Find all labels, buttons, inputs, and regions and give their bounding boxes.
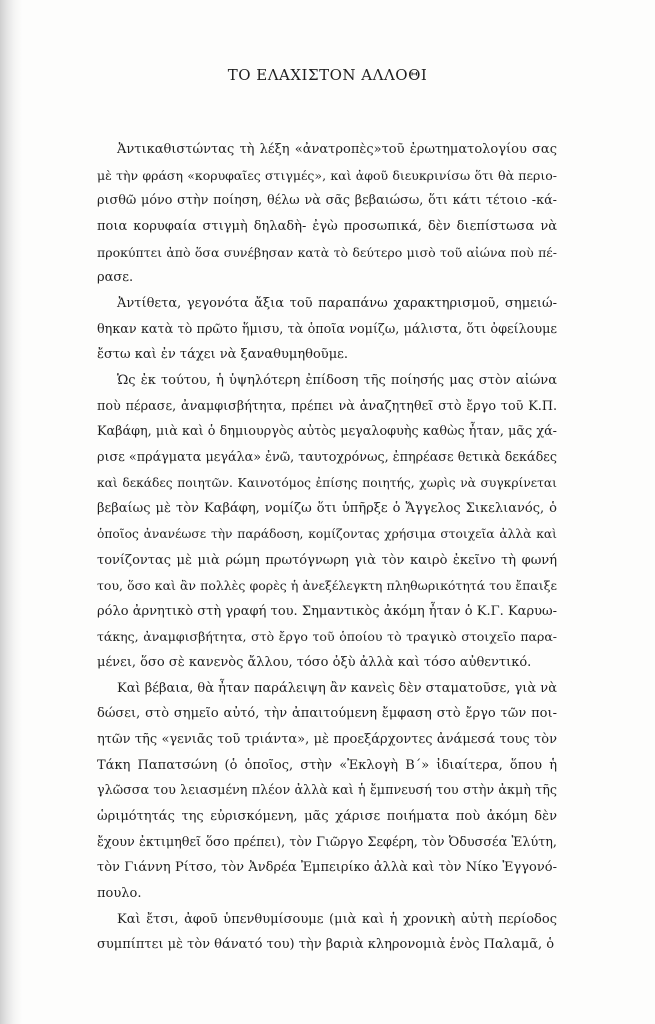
text-line: ποὺ πέρασε, ἀναμφισβήτητα, πρέπει νὰ ἀναζητηθεῖ στὸ ἔργο τοῦ Κ.Π.	[97, 398, 557, 414]
chapter-title: ΤΟ ΕΛΑΧΙΣΤΟΝ ΑΛΛΟΘΙ	[227, 66, 428, 84]
text-line: προκύπτει ἀπὸ ὅσα συνέβησαν κατὰ τὸ δεύτερο μισὸ τοῦ αἰώνα ποὺ πέ-	[97, 244, 557, 260]
text-line: ρόλο ἀρνητικὸ στὴ γραφή του. Σημαντικὸς ἀκόμη ἦταν ὁ Κ.Γ. Καρυω-	[97, 603, 557, 619]
text-line: ρισε «πράγματα μεγάλα» ἐνῶ, ταυτοχρόνως, ἐπηρέασε θετικὰ δεκάδες	[97, 449, 557, 465]
text-line: μὲ τὴν φράση «κορυφαῖες στιγμές», καὶ ἀφοῦ διευκρινίσω ὅτι θὰ περιο-	[97, 167, 557, 183]
binding-shadow	[0, 0, 22, 1024]
text-line: ἔστω καὶ ἐν τάχει νὰ ξαναθυμηθοῦμε.	[97, 347, 349, 363]
text-line: τάκης, ἀναμφισβήτητα, στὸ ἔργο τοῦ ὁποίου τὸ τραγικὸ στοιχεῖο παρα-	[97, 629, 557, 645]
text-line: ὡριμότητάς της εὐρισκόμενη, μᾶς χάρισε ποιήματα ποὺ ἀκόμη δὲν	[97, 809, 557, 825]
paragraph	[97, 907, 557, 958]
text-line: καὶ δεκάδες ποιητῶν. Καινοτόμος ἐπίσης ποιητής, χωρὶς νὰ συγκρίνεται	[97, 475, 557, 490]
text-line: Καὶ βέβαια, θὰ ἦταν παράλειψη ἂν κανεὶς δὲν σταματοῦσε, γιὰ νὰ	[117, 680, 557, 696]
body-text	[97, 137, 557, 958]
paragraph	[97, 291, 557, 368]
text-line: ρισθῶ μόνο στὴν ποίηση, θέλω νὰ σᾶς βεβαιώσω, ὅτι κάτι τέτοιο -κά-	[97, 193, 557, 209]
text-line: ἔχουν ἐκτιμηθεῖ ὅσο πρέπει), τὸν Γιῶργο Σεφέρη, τὸν Ὀδυσσέα Ἐλύτη,	[97, 834, 557, 850]
text-line: ητῶν τῆς «γενιᾶς τοῦ τριάντα», μὲ προεξάρχοντες ἀνάμεσά τους τὸν	[97, 732, 557, 748]
text-line: τὸν Γιάννη Ρίτσο, τὸν Ἀνδρέα Ἐμπειρίκο ἀλλὰ καὶ τὸν Νίκο Ἐγγονό-	[97, 860, 557, 876]
text-line: Καβάφη, μιὰ καὶ ὁ δημιουργὸς αὐτὸς μεγαλοφυὴς καθὼς ἦταν, μᾶς χά-	[97, 424, 557, 440]
text-line: Τάκη Παπατσώνη (ὁ ὁποῖος, στὴν «Ἐκλογὴ Β΄» ἰδιαίτερα, ὅπου ἡ	[97, 757, 557, 773]
text-line: δώσει, στὸ σημεῖο αὐτό, τὴν ἀπαιτούμενη ἔμφαση στὸ ἔργο τῶν ποι-	[97, 706, 557, 722]
paragraph	[97, 137, 557, 291]
text-line: ὁποῖος ἀνανέωσε τὴν παράδοση, κομίζοντας χρήσιμα στοιχεῖα ἀλλὰ καὶ	[97, 526, 557, 541]
text-line: ρασε.	[97, 270, 134, 286]
text-line: θηκαν κατὰ τὸ πρῶτο ἥμισυ, τὰ ὁποῖα νομίζω, μάλιστα, ὅτι ὀφείλουμε	[97, 321, 557, 337]
text-line: ποια κορυφαία στιγμὴ δηλαδὴ- ἐγὼ προσωπικά, δὲν διεπίστωσα νὰ	[97, 218, 557, 234]
text-line: γλῶσσα του λειασμένη πλέον ἀλλὰ καὶ ἡ ἔμπνευσή του στὴν ἀκμὴ τῆς	[97, 783, 557, 799]
text-line: του, ὅσο καὶ ἂν πολλὲς φορὲς ἡ ἀνεξέλεγκτη πληθωρικότητά του ἔπαιξε	[97, 578, 557, 594]
text-line: μένει, ὅσο σὲ κανενὸς ἄλλου, τόσο ὀξὺ ἀλλὰ καὶ τόσο αὐθεντικό.	[97, 655, 532, 671]
text-line: συμπίπτει μὲ τὸν θάνατό του) τὴν βαριὰ κληρονομιὰ ἑνὸς Παλαμᾶ, ὁ	[97, 937, 555, 953]
paragraph	[97, 368, 557, 676]
text-line: Ὡς ἐκ τούτου, ἡ ὑψηλότερη ἐπίδοση τῆς ποίησής μας στὸν αἰώνα	[117, 372, 557, 388]
text-line: τονίζοντας μὲ μιὰ ρώμη πρωτόγνωρη γιὰ τὸν καιρὸ ἐκεῖνο τὴ φωνή	[97, 552, 557, 568]
text-line: πουλο.	[97, 886, 142, 902]
text-line: Ἀντικαθιστώντας τὴ λέξη «ἀνατροπὲς»τοῦ ἐρωτηματολογίου σας	[117, 142, 557, 157]
paragraph	[97, 676, 557, 907]
text-line: βεβαίως μὲ τὸν Καβάφη, νομίζω ὅτι ὑπῆρξε ὁ Ἄγγελος Σικελιανός, ὁ	[97, 501, 557, 517]
text-line: Καὶ ἔτσι, ἀφοῦ ὑπενθυμίσουμε (μιὰ καὶ ἡ χρονικὴ αὐτὴ περίοδος	[117, 911, 557, 927]
text-line: Ἀντίθετα, γεγονότα ἄξια τοῦ παραπάνω χαρακτηρισμοῦ, σημειώ-	[117, 295, 557, 311]
